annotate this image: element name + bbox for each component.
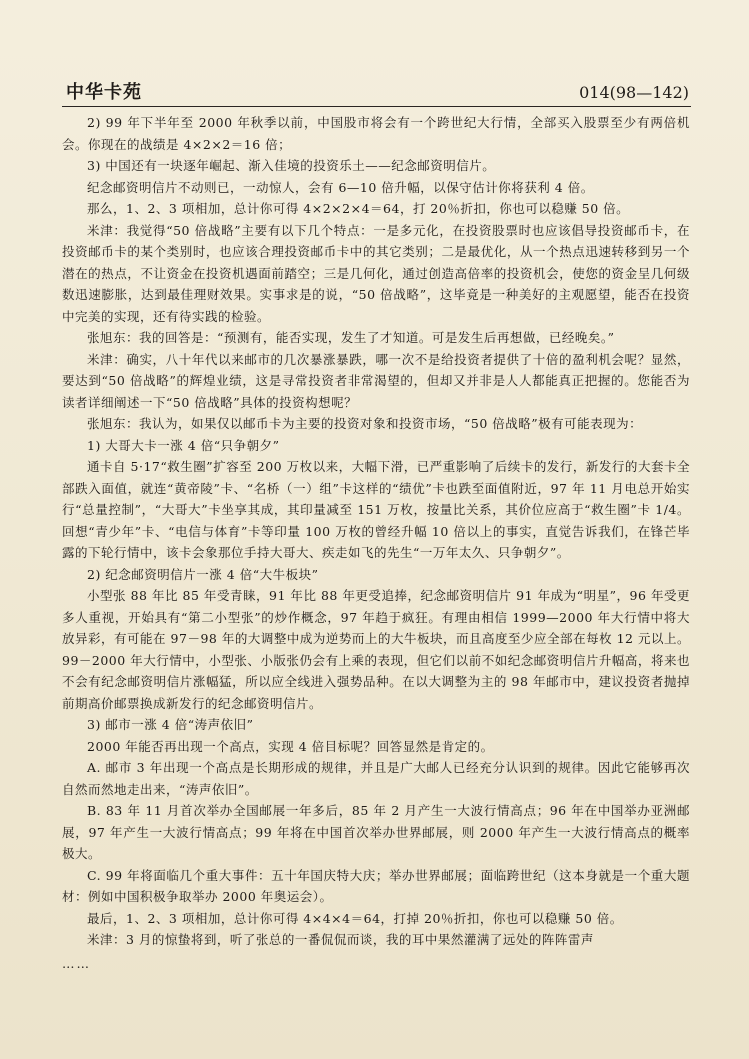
paragraph: 张旭东：我的回答是：“预测有，能否实现，发生了才知道。可是发生后再想做，已经晚矣。” [87,330,615,345]
paragraph: 小型张 88 年比 85 年受青睐，91 年比 88 年更受追捧，纪念邮资明信片 91 年成为“明星”，96 年受更多人重视，开始具有“第二小型张”的炒作概念，97 年趋于疯狂。有理由相信 1999—2000 年大行情中将大放异彩，有可能在 97－98 年的大调整中成为逆势而上的大牛板块，而且高度至少应全部在每枚 12 元以上。99－2000 年大行情中，小型张、小版张仍会有上乘的表现，但它们以前不如纪念邮资明信片升幅高，将来也不会有纪念邮资明信片涨幅猛，所以应全线进入强势品种。在以大调整为主的 98 年邮市中，建议投资者抛掉前期高价邮票换成新发行的纪念邮资明信片。 [62,588,690,711]
ellipsis: …… [62,955,91,971]
paragraph: 那么，1、2、3 项相加，总计你可得 4×2×2×4＝64，打 20％折扣，你也可以稳赚 50 倍。 [87,201,630,216]
paragraph: 张旭东：我认为，如果仅以邮币卡为主要的投资对象和投资市场，“50 倍战略”极有可能表现为： [87,416,643,431]
section-heading: 3) 邮市一涨 4 倍“涛声依旧” [87,717,254,732]
article-body [62,112,690,974]
page-code: 014(98—142) [579,83,689,102]
paragraph: 纪念邮资明信片不动则已，一动惊人，会有 6—10 倍升幅，以保守估计你将获利 4 倍。 [87,179,594,195]
paragraph: 通卡自 5·17“救生圈”扩容至 200 万枚以来，大幅下滑，已严重影响了后续卡的发行，新发行的大套卡全部跌入面值，就连“黄帝陵”卡、“名桥（一）组”卡这样的“绩优”卡也跌至面值附近，97 年 11 月电总开始实行“总量控制”，“大哥大”卡坐享其成，其印量减至 151 万枚，按量比关系，其价位应高于“救生圈”卡 1/4。回想“青少年”卡、“电信与体育”卡等印量 100 万枚的曾经升幅 10 倍以上的事实，直觉告诉我们，在锋芒毕露的下轮行情中，该卡会象那位手持大哥大、疾走如飞的先生“一万年太久、只争朝夕”。 [62,459,690,560]
magazine-title: 中华卡苑 [66,82,142,103]
paragraph: 米津：确实，八十年代以来邮市的几次暴涨暴跌，哪一次不是给投资者提供了十倍的盈利机会呢？显然，要达到“50 倍战略”的辉煌业绩，这是寻常投资者非常渴望的，但却又并非是人人都能真正把握的。您能否为读者详细阐述一下“50 倍战略”具体的投资构想呢？ [62,351,690,410]
section-heading: 1) 大哥大卡一涨 4 倍“只争朝夕” [87,437,280,453]
paragraph: C. 99 年将面临几个重大事件：五十年国庆特大庆；举办世界邮展；面临跨世纪（这本身就是一个重大题材：例如中国积极争取举办 2000 年奥运会）。 [62,867,690,904]
section-heading: 2) 纪念邮资明信片一涨 4 倍“大牛板块” [87,566,319,582]
page-header [62,82,691,107]
paragraph: 米津：3 月的惊蛰将到，听了张总的一番侃侃而谈，我的耳中果然灌满了远处的阵阵雷声 [87,932,594,947]
paragraph: 3) 中国还有一块逐年崛起、渐入佳境的投资乐土——纪念邮资明信片。 [87,158,496,173]
paragraph: B. 83 年 11 月首次举办全国邮展一年多后，85 年 2 月产生一大波行情高点；96 年在中国举办亚洲邮展，97 年产生一大波行情高点；99 年将在中国首次举办世界邮展，则 2000 年产生一大波行情高点的概率极大。 [62,803,690,861]
paragraph: 2) 99 年下半年至 2000 年秋季以前，中国股市将会有一个跨世纪大行情，全部买入股票至少有两倍机会。你现在的战绩是 4×2×2＝16 倍； [62,115,690,152]
paragraph: 米津：我觉得“50 倍战略”主要有以下几个特点：一是多元化，在投资股票时也应该倡导投资邮币卡，在投资邮币卡的某个类别时，也应该合理投资邮币卡中的其它类别；二是最优化，从一个热点迅速转移到另一个潜在的热点，不让资金在投资机遇面前踏空；三是几何化，通过创造高倍率的投资机会，使您的资金呈几何级数迅速膨胀，达到最佳理财效果。实事求是的说，“50 倍战略”，这毕竟是一种美好的主观愿望，能否在投资中完美的实现，还有待实践的检验。 [62,222,690,324]
paragraph: A. 邮市 3 年出现一个高点是长期形成的规律，并且是广大邮人已经充分认识到的规律。因此它能够再次自然而然地走出来，“涛声依旧”。 [62,760,690,797]
paragraph: 最后，1、2、3 项相加，总计你可得 4×4×4＝64，打掉 20％折扣，你也可以稳赚 50 倍。 [87,910,623,926]
paragraph: 2000 年能否再出现一个高点，实现 4 倍目标呢？回答显然是肯定的。 [87,738,494,754]
